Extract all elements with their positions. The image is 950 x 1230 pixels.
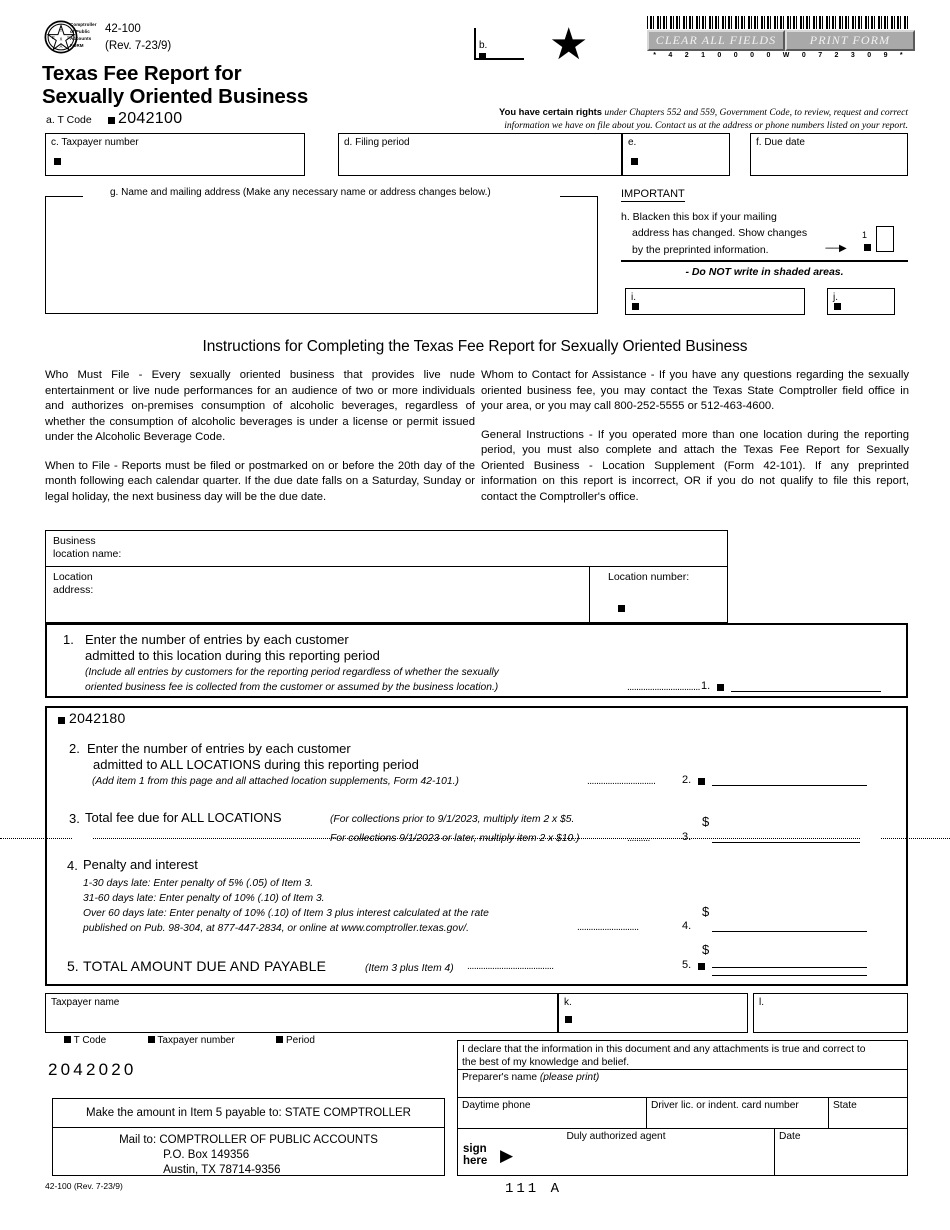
- item-5-title: TOTAL AMOUNT DUE AND PAYABLE: [83, 958, 327, 974]
- instructions-whom-to-contact: Whom to Contact for Assistance - If you have any questions regarding the sexually oriented business fee, you may contact the Texas State Comptroller field office in your area, or you may call 800-252-5555 or 512-463-4600.: [481, 369, 909, 413]
- item-2-line-1: Enter the number of entries by each customer: [87, 741, 351, 756]
- item-5-answer-underline-2: [712, 975, 867, 976]
- item-4-currency-symbol: $: [702, 904, 710, 919]
- page-title-line-1: Texas Fee Report for: [42, 62, 242, 85]
- location-address-label-l2: address:: [53, 584, 94, 597]
- address-change-line-2: address has changed. Show changes: [632, 227, 808, 240]
- barcode-and-buttons: [647, 16, 909, 59]
- item-3-title: Total fee due for ALL LOCATIONS: [85, 810, 282, 825]
- barcode-digit: 4: [668, 52, 673, 59]
- instructions-left-column: [45, 368, 475, 519]
- sign-here-line-1: sign: [463, 1143, 487, 1155]
- seal-caption-line-3: Accounts: [70, 35, 92, 41]
- taxpayer-name-field[interactable]: [45, 993, 558, 1033]
- barcode-digit: 0: [733, 52, 738, 59]
- preparer-name-label: [462, 1072, 599, 1083]
- black-square-marker: [64, 1036, 71, 1043]
- svg-text:X: X: [59, 36, 63, 42]
- payable-to-note: Make the amount in Item 5 payable to: STATE COMPTROLLER: [52, 1098, 445, 1128]
- form-number: 42-100: [105, 23, 141, 35]
- barcode-digit: 0: [801, 52, 806, 59]
- item-5-ref: 5.: [682, 959, 692, 971]
- tcode-2042180-value: 2042180: [69, 710, 126, 726]
- barcode-digit: 2: [834, 52, 839, 59]
- item-3-leader: ..........: [627, 833, 650, 844]
- item-5-answer-field[interactable]: [712, 967, 867, 968]
- black-square-marker: [54, 158, 61, 165]
- location-number-label: Location number:: [608, 571, 690, 583]
- item-4-title: Penalty and interest: [83, 857, 198, 872]
- item-5-number: 5.: [67, 958, 79, 974]
- barcode-digit: 0: [867, 52, 872, 59]
- black-square-marker: [717, 684, 724, 691]
- item-1-number: 1.: [63, 632, 74, 647]
- mail-to-line-2: P.O. Box 149356: [163, 1148, 250, 1161]
- signature-date-label: Date: [779, 1131, 801, 1142]
- form-action-buttons: [647, 30, 909, 51]
- field-e-label: e.: [628, 137, 637, 148]
- tear-line-mask: [860, 830, 880, 846]
- page-title: [42, 62, 308, 108]
- address-change-line-1: h. Blacken this box if your mailing: [621, 211, 777, 223]
- declaration-line-1: I declare that the information in this document and any attachments is true and correct to: [462, 1044, 866, 1055]
- item-3-currency-symbol: $: [702, 814, 710, 829]
- footer-revision: 42-100 (Rev. 7-23/9): [45, 1181, 123, 1191]
- taxpayer-number-label: c. Taxpayer number: [51, 137, 139, 148]
- preparer-name-label-text: Preparer's name: [462, 1072, 537, 1083]
- star-icon: ★: [549, 20, 589, 69]
- instructions-right-column: [481, 368, 909, 519]
- location-address-label: [53, 571, 93, 597]
- filing-period-field[interactable]: [338, 133, 622, 176]
- barcode-digit: 2: [684, 52, 689, 59]
- black-square-marker: [479, 53, 486, 60]
- field-k[interactable]: [558, 993, 748, 1033]
- black-square-marker: [565, 1016, 572, 1023]
- item-2-ref: 2.: [682, 774, 692, 786]
- stub-legend-period: Period: [286, 1035, 315, 1046]
- item-1-leader: ................................: [627, 682, 700, 693]
- barcode-digit: *: [899, 52, 903, 59]
- tcode-label: a. T Code: [46, 114, 92, 126]
- field-j[interactable]: [827, 288, 895, 315]
- print-form-button[interactable]: PRINT FORM: [785, 30, 915, 51]
- seal-caption-line-1: Comptroller: [70, 22, 97, 27]
- black-square-marker: [834, 303, 841, 310]
- barcode-digit: 0: [766, 52, 771, 59]
- instructions-title: Instructions for Completing the Texas Fee Report for Sexually Oriented Business: [202, 338, 748, 355]
- taxpayer-number-field[interactable]: [45, 133, 305, 176]
- business-location-name-field[interactable]: [45, 530, 728, 567]
- location-number-field[interactable]: [590, 567, 728, 623]
- name-address-field[interactable]: [45, 196, 598, 314]
- business-location-name-label: [53, 535, 121, 561]
- barcode-digits: [647, 52, 909, 59]
- sign-here-marker: [463, 1144, 487, 1167]
- svg-text:T: T: [59, 28, 63, 34]
- seal-caption-line-2: of Public: [70, 28, 90, 34]
- authorized-agent-label: Duly authorized agent: [566, 1131, 666, 1142]
- item-2-number: 2.: [69, 741, 80, 756]
- business-location-name-label-l2: location name:: [53, 548, 122, 561]
- black-square-marker: [698, 963, 705, 970]
- item-1-line-1: Enter the number of entries by each customer: [85, 632, 349, 647]
- instructions-who-must-file: Who Must File - Every sexually oriented business that provides live nude entertainment or live nude performances for an audience of two or more individuals and authorizes on-premises consumption of alcoholic beverages, regardless of whether the consumption of alcoholic beverages is under a license or permit issued under the Alcoholic Beverage Code.: [45, 369, 475, 444]
- preparer-name-hint: (please print): [539, 1072, 600, 1083]
- item-2-line-2: admitted to ALL LOCATIONS during this reporting period: [93, 757, 419, 772]
- svg-text:S: S: [67, 35, 70, 41]
- svg-text:E: E: [52, 35, 55, 41]
- name-address-label: g. Name and mailing address (Make any necessary name or address changes below.): [110, 187, 491, 198]
- items-2-to-5-block: [45, 706, 908, 986]
- due-date-label: f. Due date: [756, 137, 805, 148]
- item-2-sub-1: (Add item 1 from this page and all attached location supplements, Form 42-101.): [92, 776, 459, 787]
- rights-bold: You have certain rights: [499, 106, 603, 117]
- form-number-block: [105, 21, 171, 54]
- preparer-name-field[interactable]: [457, 1070, 908, 1098]
- taxpayer-name-label: Taxpayer name: [51, 997, 120, 1008]
- instructions-when-to-file: When to File - Reports must be filed or postmarked on or before the 20th day of the month following each calendar quarter. If the due date falls on a Saturday, Sunday or legal holiday, the next business day will be the due date.: [45, 459, 475, 504]
- item-4-sub-4: published on Pub. 98-304, at 877-447-2834, or online at www.comptroller.texas.gov/.: [83, 923, 469, 934]
- mail-to-block: [52, 1128, 445, 1176]
- item-4-sub-2: 31-60 days late: Enter penalty of 10% (.10) of Item 3.: [83, 893, 325, 904]
- address-change-line-3: by the preprinted information.: [632, 243, 769, 256]
- business-location-name-label-l1: Business: [53, 535, 96, 547]
- driver-license-field[interactable]: [647, 1098, 829, 1129]
- item-5-currency-symbol: $: [702, 942, 710, 957]
- item-5-leader: ......................................: [467, 961, 554, 972]
- driver-license-label: Driver lic. or indent. card number: [651, 1100, 799, 1111]
- mail-to-label: Mail to:: [119, 1134, 157, 1146]
- field-k-label: k.: [564, 997, 572, 1008]
- item-1-block: [45, 623, 908, 698]
- mail-to-line-1: COMPTROLLER OF PUBLIC ACCOUNTS: [159, 1134, 378, 1146]
- barcode-digit: 9: [883, 52, 888, 59]
- field-l-label: l.: [759, 997, 764, 1008]
- field-i[interactable]: [625, 288, 805, 315]
- clear-all-fields-button[interactable]: CLEAR ALL FIELDS: [647, 30, 785, 51]
- item-1-answer-field[interactable]: [731, 691, 881, 692]
- declaration-line-2: the best of my knowledge and belief.: [462, 1057, 630, 1069]
- black-square-marker: [276, 1036, 283, 1043]
- stub-number: 2042020: [48, 1060, 137, 1079]
- item-5-sub-1: (Item 3 plus Item 4): [365, 963, 454, 974]
- black-square-marker: [108, 117, 115, 124]
- field-j-label: j.: [833, 292, 838, 303]
- black-square-marker: [864, 244, 871, 251]
- seal-caption-line-4: FORM: [70, 42, 84, 48]
- signature-date-field[interactable]: [775, 1129, 908, 1176]
- barcode-digit: 7: [818, 52, 823, 59]
- tcode-value: 2042100: [118, 110, 183, 127]
- item-1-ref: 1.: [701, 680, 711, 692]
- address-changed-checkbox[interactable]: [876, 226, 894, 252]
- item-1-sub-1: (Include all entries by customers for the reporting period regardless of whether the sexually: [85, 667, 499, 678]
- barcode-digit: W: [782, 52, 790, 59]
- stub-legend: [64, 1035, 464, 1046]
- rights-text-2: information we have on file about you. Contact us at the address or phone numbers listed on your report.: [504, 119, 908, 131]
- declaration-statement: [457, 1040, 908, 1070]
- rights-notice: [396, 106, 908, 132]
- divider-rule: [621, 260, 908, 262]
- mail-to-line-3: Austin, TX 78714-9356: [163, 1163, 281, 1176]
- daytime-phone-field[interactable]: [457, 1098, 647, 1129]
- ocr-bottom-code: 111 A: [505, 1181, 563, 1197]
- item-3-number: 3.: [69, 811, 80, 826]
- instructions-general: General Instructions - If you operated more than one location during the reporting period, you must also complete and attach the Texas Fee Report for Sexually Oriented Business - Location Supplement (Form 42-101). If any preprinted information on this report is incorrect, OR if you do not qualify to file this report, contact the Comptroller's office.: [481, 428, 909, 504]
- box-b-label: b.: [479, 40, 488, 51]
- barcode-image: [647, 16, 909, 29]
- barcode-digit: 0: [750, 52, 755, 59]
- black-square-marker: [148, 1036, 155, 1043]
- item-1-line-2: admitted to this location during this reporting period: [85, 648, 380, 663]
- address-change-box-number: 1: [862, 230, 868, 240]
- item-3-ref: 3.: [682, 831, 692, 843]
- item-4-ref: 4.: [682, 920, 692, 932]
- barcode-digit: 1: [701, 52, 705, 59]
- item-4-number: 4.: [67, 858, 78, 873]
- barcode-digit: 3: [850, 52, 855, 59]
- item-4-sub-1: 1-30 days late: Enter penalty of 5% (.05) of Item 3.: [83, 878, 314, 889]
- state-label: State: [833, 1100, 857, 1111]
- filing-period-label: d. Filing period: [344, 137, 410, 148]
- barcode-digit: 0: [717, 52, 722, 59]
- item-4-answer-field[interactable]: [712, 931, 867, 932]
- black-square-marker: [698, 778, 705, 785]
- item-1-sub-2: oriented business fee is collected from the customer or assumed by the business location.): [85, 682, 499, 693]
- daytime-phone-label: Daytime phone: [462, 1100, 531, 1111]
- item-4-leader: ...........................: [577, 922, 639, 933]
- field-l[interactable]: [753, 993, 908, 1033]
- item-3-sub-2: For collections 9/1/2023 or later, multiply item 2 x $10.): [330, 833, 580, 844]
- tear-line: [0, 838, 950, 839]
- arrow-right-icon: ------▶: [825, 243, 846, 254]
- barcode-digit: *: [653, 52, 656, 59]
- location-address-field[interactable]: [45, 567, 590, 623]
- black-square-marker: [632, 303, 639, 310]
- tear-line-mask: [72, 830, 92, 846]
- state-field[interactable]: [829, 1098, 908, 1129]
- item-2-leader: ..............................: [587, 776, 656, 787]
- due-date-field[interactable]: [750, 133, 908, 176]
- item-4-sub-3: Over 60 days late: Enter penalty of 10% (.10) of Item 3 plus interest calculated at the rate: [83, 908, 489, 919]
- seal-caption: [70, 22, 110, 50]
- black-square-marker: [618, 605, 625, 612]
- item-3-answer-field[interactable]: [712, 842, 867, 843]
- important-heading: IMPORTANT: [621, 188, 685, 200]
- shaded-area-note: - Do NOT write in shaded areas.: [685, 266, 844, 278]
- black-square-marker: [58, 717, 65, 724]
- rights-text-1: under Chapters 552 and 559, Government Code, to review, request and correct: [602, 107, 908, 118]
- stub-legend-tcode: T Code: [73, 1035, 107, 1046]
- stub-legend-taxpayer-number: Taxpayer number: [157, 1035, 235, 1046]
- field-e[interactable]: [622, 133, 730, 176]
- black-square-marker: [631, 158, 638, 165]
- item-2-answer-field[interactable]: [712, 785, 867, 786]
- location-address-label-l1: Location: [53, 571, 93, 583]
- field-i-label: i.: [631, 292, 636, 303]
- form-revision: (Rev. 7-23/9): [105, 39, 172, 52]
- item-3-sub-1: (For collections prior to 9/1/2023, multiply item 2 x $5.: [330, 814, 575, 825]
- page-title-line-2: Sexually Oriented Business: [42, 85, 309, 109]
- arrow-right-icon: ▶: [500, 1146, 514, 1165]
- svg-text:A: A: [59, 43, 63, 49]
- sign-here-line-2: here: [463, 1154, 488, 1167]
